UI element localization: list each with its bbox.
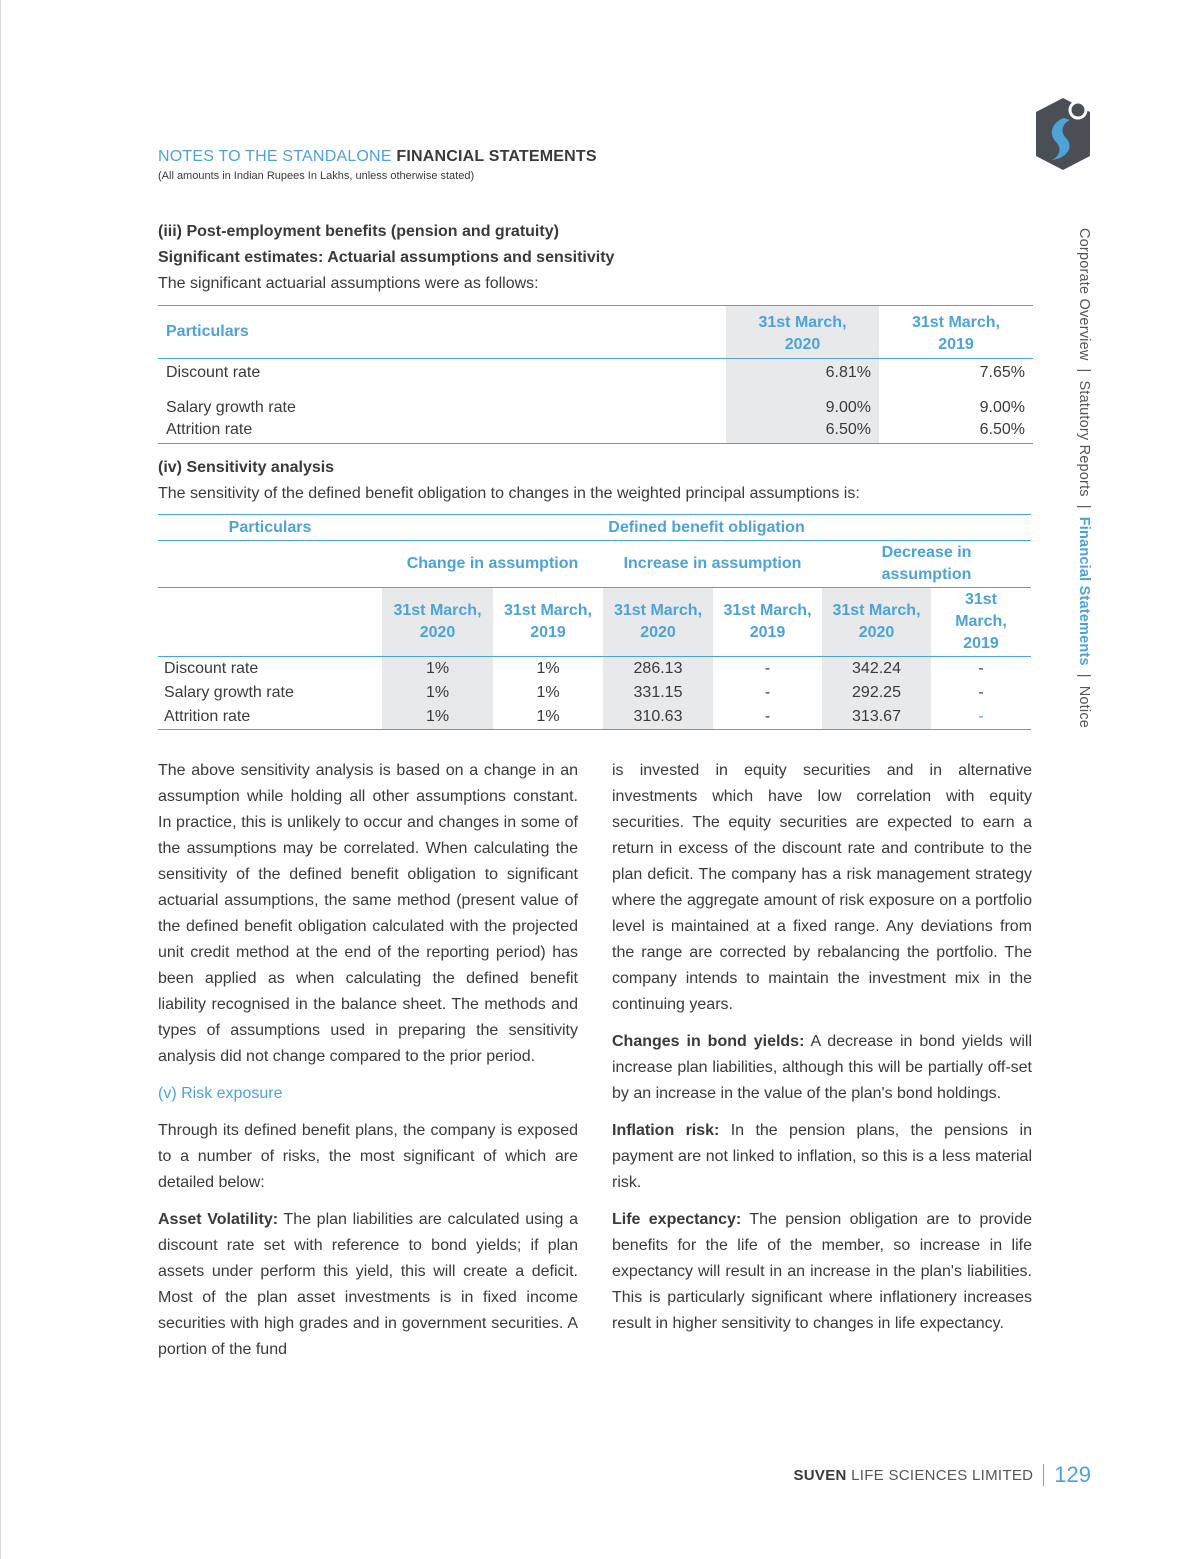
t1-cell-2019: 9.00% bbox=[979, 399, 1025, 416]
t2-header-defined-benefit-obligation: Defined benefit obligation bbox=[382, 515, 1031, 541]
t1-row-label: Discount rate bbox=[166, 364, 261, 381]
t1-header-particulars: Particulars bbox=[158, 306, 726, 359]
t2-row-label: Salary growth rate bbox=[164, 684, 294, 701]
section-iii-subheading: Significant estimates: Actuarial assumptions and sensitivity bbox=[158, 249, 615, 266]
t2-header-decrease-line2: assumption bbox=[881, 566, 972, 583]
actuarial-assumptions-table bbox=[158, 305, 1033, 444]
asset-volatility-lead: Asset Volatility: bbox=[158, 1211, 279, 1228]
company-logo-icon bbox=[1034, 96, 1092, 172]
page-header bbox=[158, 148, 597, 182]
t1-row-label: Salary growth rate bbox=[166, 399, 296, 416]
t2-header-year bbox=[382, 588, 493, 657]
t2-cell: 310.63 bbox=[603, 705, 713, 730]
risk-exposure-heading: (v) Risk exposure bbox=[158, 1085, 283, 1102]
t2-header-increase-in-assumption: Increase in assumption bbox=[603, 541, 822, 588]
t2-cell: 313.67 bbox=[822, 705, 931, 730]
t1-cell-2020: 6.50% bbox=[726, 417, 879, 444]
t1-cell-2019: 7.65% bbox=[979, 364, 1025, 381]
t2-header-year bbox=[493, 588, 603, 657]
table-row bbox=[158, 387, 1033, 417]
t2-year-line2: 2020 bbox=[640, 624, 676, 641]
table-row bbox=[158, 681, 1031, 705]
t2-header-year bbox=[603, 588, 713, 657]
t2-cell: 1% bbox=[382, 681, 493, 705]
sensitivity-analysis-table bbox=[158, 514, 1031, 730]
page-edge bbox=[0, 0, 1, 1559]
page-number: 129 bbox=[1054, 1462, 1091, 1487]
t2-cell: - bbox=[978, 660, 984, 677]
t2-year-line2: 2020 bbox=[858, 624, 895, 641]
t2-row-label: Attrition rate bbox=[164, 708, 251, 725]
footer-divider bbox=[1043, 1464, 1044, 1486]
header-title-dark: FINANCIAL STATEMENTS bbox=[396, 148, 597, 165]
footer-company-bold: SUVEN bbox=[793, 1466, 847, 1484]
t2-year-line3: 2019 bbox=[963, 635, 999, 652]
t1-cell-2020: 9.00% bbox=[726, 387, 879, 417]
body-left-column bbox=[158, 758, 578, 1374]
t2-cell: 1% bbox=[536, 660, 560, 677]
table-row bbox=[158, 705, 1031, 730]
asset-volatility-text: The plan liabilities are calculated using a discount rate set with reference to bond yields; if plan assets under perform this yield, this will create a deficit. Most of the plan asset investments is in fixed income securities with high grades and in government securities. A portion of the fund bbox=[158, 1211, 579, 1358]
inflation-risk-paragraph bbox=[612, 1118, 1032, 1196]
t2-year-line2: March, bbox=[955, 613, 1007, 630]
t2-cell: - bbox=[764, 684, 771, 701]
t2-year-line1: 31st March, bbox=[613, 602, 703, 619]
table-row bbox=[158, 657, 1031, 682]
t2-cell: 342.24 bbox=[822, 657, 931, 682]
sensitivity-explanation-paragraph: The above sensitivity analysis is based on a change in an assumption while holding all other assumptions constant. In practice, this is unlikely to occur and changes in some of the assumptions may be correlated. When calculating the sensitivity of the defined benefit obligation to significant actuarial assumptions, the same method (present value of the defined benefit obligation calculated with the projected unit credit method at the end of the reporting period) has been applied as when calculating the defined benefit liability recognised in the balance sheet. The methods and types of assumptions used in preparing the sensitivity analysis did not change compared to the prior period. bbox=[158, 762, 578, 1065]
table-row bbox=[158, 359, 1033, 388]
t2-header-year bbox=[931, 588, 1031, 657]
side-nav-separator: | bbox=[1076, 368, 1092, 373]
bond-yields-paragraph bbox=[612, 1029, 1032, 1107]
t1-header-2020-line1: 31st March, bbox=[726, 306, 879, 333]
header-subtitle: (All amounts in Indian Rupees In Lakhs, unless otherwise stated) bbox=[158, 170, 475, 182]
table-row bbox=[158, 417, 1033, 444]
t2-row-label: Discount rate bbox=[164, 660, 259, 677]
body-right-column bbox=[612, 758, 1032, 1348]
inflation-risk-text: In the pension plans, the pensions in payment are not linked to inflation, so this is a less material risk. bbox=[612, 1122, 1033, 1191]
t2-header-change-in-assumption: Change in assumption bbox=[382, 541, 603, 588]
t2-year-line1: 31st bbox=[964, 591, 998, 608]
t2-header-year bbox=[822, 588, 931, 657]
t2-cell: 292.25 bbox=[822, 681, 931, 705]
t2-cell: 1% bbox=[536, 684, 560, 701]
t2-cell: - bbox=[764, 660, 771, 677]
side-nav-item-statutory-reports[interactable]: Statutory Reports bbox=[1076, 380, 1092, 497]
t2-header-particulars: Particulars bbox=[158, 515, 382, 541]
page-footer bbox=[793, 1462, 1091, 1488]
t2-header-year bbox=[713, 588, 822, 657]
inflation-risk-lead: Inflation risk: bbox=[612, 1122, 720, 1139]
t2-cell: - bbox=[978, 684, 984, 701]
t1-row-label: Attrition rate bbox=[166, 421, 253, 438]
header-title-accent: NOTES TO THE STANDALONE bbox=[158, 148, 392, 165]
header-title bbox=[158, 148, 597, 166]
footer-company-name bbox=[793, 1467, 1033, 1484]
risk-intro-paragraph: Through its defined benefit plans, the company is exposed to a number of risks, the most significant of which are detailed below: bbox=[158, 1122, 578, 1191]
t2-year-line2: 2019 bbox=[530, 624, 566, 641]
t2-cell: 1% bbox=[382, 705, 493, 730]
t2-cell: 1% bbox=[382, 657, 493, 682]
t1-header-2020-line2: 2020 bbox=[726, 332, 879, 359]
t2-year-line1: 31st March, bbox=[393, 602, 482, 619]
t1-header-2019-line1: 31st March, bbox=[911, 314, 1001, 331]
t2-year-line1: 31st March, bbox=[503, 602, 593, 619]
t1-cell-2020: 6.81% bbox=[726, 359, 879, 388]
t2-cell: 1% bbox=[536, 708, 560, 725]
section-iv-heading: (iv) Sensitivity analysis bbox=[158, 459, 335, 476]
equity-investment-paragraph: is invested in equity securities and in alternative investments which have low correlation with equity securities. The equity securities are expected to earn a return in excess of the discount rate and contribute to the plan deficit. The company has a risk management strategy where the aggregate amount of risk exposure on a portfolio level is maintained at a fixed range. Any deviations from the range are corrected by rebalancing the portfolio. The company intends to maintain the investment mix in the continuing years. bbox=[612, 762, 1032, 1013]
section-iv-intro: The sensitivity of the defined benefit obligation to changes in the weighted principal assumptions is: bbox=[158, 485, 860, 502]
side-nav-item-financial-statements[interactable]: Financial Statements bbox=[1076, 516, 1092, 666]
bond-yields-text: A decrease in bond yields will increase plan liabilities, although this will be partially off-set by an increase in the value of the plan's bond holdings. bbox=[612, 1033, 1033, 1102]
footer-company-rest: LIFE SCIENCES LIMITED bbox=[846, 1466, 1034, 1484]
t2-header-decrease-in-assumption bbox=[822, 541, 1031, 588]
life-expectancy-text: The pension obligation are to provide benefits for the life of the member, so increase in life expectancy will result in an increase in the plan's liabilities. This is particularly significant where inflationery increases result in higher sensitivity to changes in life expectancy. bbox=[612, 1211, 1032, 1332]
side-nav-separator: | bbox=[1076, 673, 1092, 678]
t2-cell: 286.13 bbox=[603, 657, 713, 682]
side-nav-separator: | bbox=[1076, 504, 1092, 509]
side-nav-item-corporate-overview[interactable]: Corporate Overview bbox=[1076, 228, 1092, 361]
t2-year-line2: 2020 bbox=[419, 624, 456, 641]
t2-cell: - bbox=[764, 708, 771, 725]
t2-year-line1: 31st March, bbox=[832, 602, 921, 619]
t2-year-line1: 31st March, bbox=[723, 602, 812, 619]
bond-yields-lead: Changes in bond yields: bbox=[612, 1033, 805, 1050]
life-expectancy-lead: Life expectancy: bbox=[612, 1211, 742, 1228]
t1-header-2019-line2: 2019 bbox=[938, 336, 974, 353]
asset-volatility-paragraph bbox=[158, 1207, 578, 1363]
t2-header-empty bbox=[158, 588, 382, 657]
t1-cell-2019: 6.50% bbox=[979, 421, 1025, 438]
t2-header-decrease-line1: Decrease in bbox=[881, 544, 972, 561]
t2-cell: 331.15 bbox=[603, 681, 713, 705]
t2-year-line2: 2019 bbox=[749, 624, 786, 641]
t2-header-empty bbox=[158, 541, 382, 588]
t2-cell: - bbox=[978, 708, 984, 725]
life-expectancy-paragraph bbox=[612, 1207, 1032, 1337]
section-iii-intro: The significant actuarial assumptions were as follows: bbox=[158, 275, 539, 292]
section-iii-heading: (iii) Post-employment benefits (pension and gratuity) bbox=[158, 223, 559, 240]
side-navigation bbox=[1076, 228, 1092, 728]
side-nav-item-notice[interactable]: Notice bbox=[1076, 685, 1092, 729]
